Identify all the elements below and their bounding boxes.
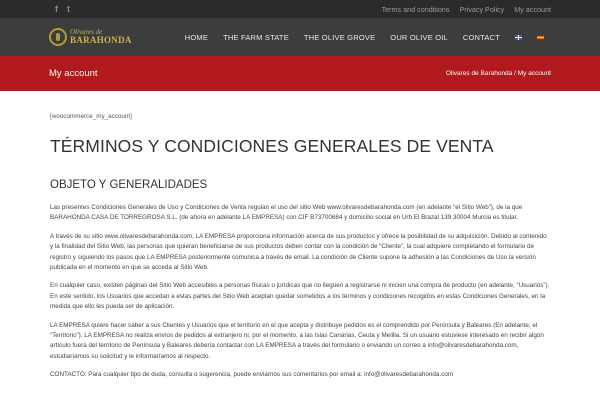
site-header — [0, 18, 600, 56]
nav-home[interactable]: HOME — [184, 32, 209, 42]
twitter-icon[interactable]: t — [67, 3, 70, 14]
top-links — [382, 5, 551, 14]
english-flag-icon[interactable] — [515, 35, 522, 40]
terms-link[interactable]: Terms and conditions — [381, 4, 450, 14]
olive-logo-icon — [49, 28, 67, 46]
paragraph: Las presentes Condiciones Generales de Uso y Condiciones de Venta regulan el uso del sitio Web www.olivaresdebarahonda.com (en adelante “el Sitio Web”), de la que BARAHONDA CASA DE TORREGROSA S.L. (de ahora en adelante LA EMPRESA) con CIF B73700684 y domicilio social en Urb El Brazal 139 30004 Murcia es titular. — [50, 204, 523, 222]
page-title: My account — [49, 68, 98, 79]
page-title-bar — [0, 56, 600, 91]
paragraph: CONTACTO: Para cualquier tipo de duda, consulta o sugerencia, puede enviarnos sus comentarios por email a: info@olivaresdebarahonda.com — [50, 371, 454, 379]
paragraph: En cualquier caso, existen páginas del Sitio Web accesibles a personas físicas o jurídicas que no lleguen a registrarse ni inicien una compra de producto (en adelante, “Usuarios”). En este sentido, los Usuarios que accedan a estas partes del Sitio Web aceptan quedar sometidos a los términos y condiciones recogidos en estas Condiciones Generales, en la medida que ello les pueda ser de aplicación. — [50, 282, 550, 311]
breadcrumb: Olivares de Barahonda / My account — [445, 70, 551, 77]
spanish-flag-icon[interactable] — [537, 35, 544, 40]
main-nav — [185, 33, 544, 42]
terms-heading: TÉRMINOS Y CONDICIONES GENERALES DE VENTA — [50, 136, 494, 156]
top-bar — [0, 0, 600, 18]
logo-line2: BARAHONDA — [70, 35, 132, 45]
logo-line1: Olivares de — [70, 28, 103, 36]
nav-olive-grove[interactable]: THE OLIVE GROVE — [303, 32, 376, 42]
paragraph: LA EMPRESA quiere hacer saber a sus Clientes y Usuarios que el territorio en el que acepta y distribuye pedidos es el comprendido por Península y Baleares (En adelante, el “Territorio”). LA EMPRESA no realiza envíos de pedidos al extranjero ni, por el momento, a las Islas Canarias, Ceuta y Melilla. Si un usuario estuviese interesado en recibir algún artículo fuera del territorio de Península y Baleares debería contactar con LA EMPRESA a través del formulario o enviando un correo a info@olivaresdebarahonda.com, estudiaríamos su solicitud y le informaríamos al respecto. — [50, 321, 544, 360]
my-account-link[interactable]: My account — [514, 4, 551, 14]
facebook-icon[interactable]: f — [55, 3, 58, 14]
social-links — [55, 5, 70, 14]
main-content — [0, 91, 600, 381]
breadcrumb-current: My account — [517, 70, 551, 77]
nav-farm-state[interactable]: THE FARM STATE — [223, 32, 289, 42]
breadcrumb-home[interactable]: Olivares de Barahonda — [445, 70, 513, 77]
section-heading: OBJETO Y GENERALIDADES — [50, 179, 208, 191]
shortcode-text: [woocommerce_my_account] — [50, 113, 132, 120]
privacy-link[interactable]: Privacy Policy — [459, 4, 505, 14]
paragraph: A través de su sitio www.olivaresdebarahonda.com, LA EMPRESA proporciona información acerca de sus productos y ofrece la posibilidad de su adquisición. Debido al contenido y la finalidad del Sitio Web, las personas que quieran beneficiarse de sus productos deben contar con la condición de “Cliente”, la cual adquiere completando el formulario de registro y siguiendo los pasos que LA EMPRESA posteriormente comunica a través de email. La condición de Cliente supone la adhesión a las Condiciones de Uso la versión publicada en el momento en que se acceda al Sitio Web. — [50, 232, 547, 272]
nav-contact[interactable]: CONTACT — [462, 32, 500, 42]
site-logo[interactable] — [49, 28, 132, 46]
nav-olive-oil[interactable]: OUR OLIVE OIL — [390, 32, 448, 42]
